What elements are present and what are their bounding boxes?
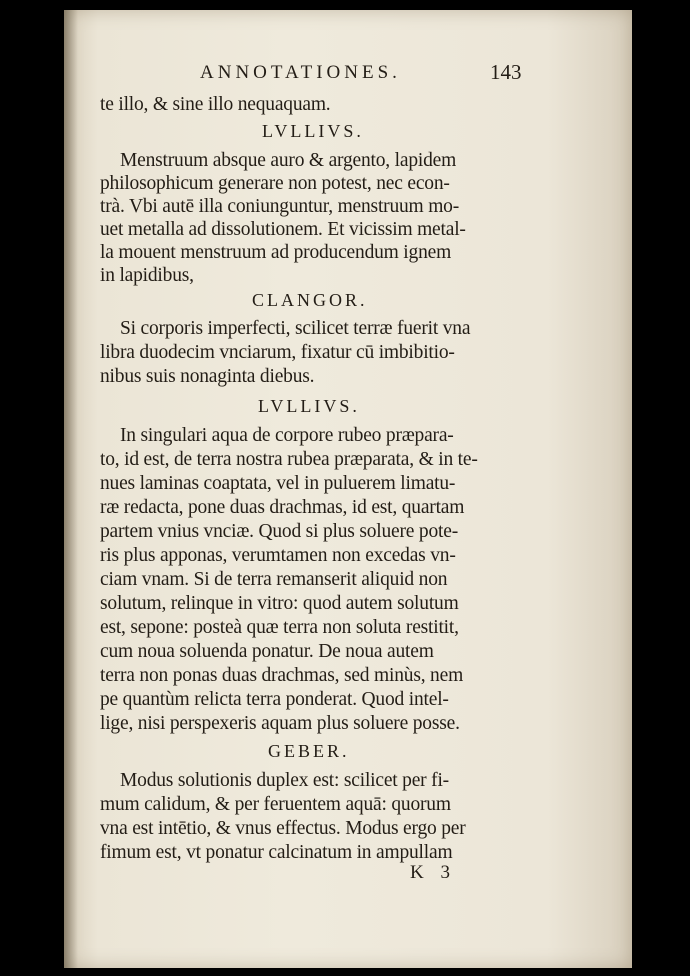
section-heading: LVLLIVS.	[258, 396, 360, 416]
text-line: la mouent menstruum ad producendum ignem	[100, 242, 452, 263]
text-line: philosophicum generare non potest, nec econ-	[100, 173, 450, 194]
text-line: lige, nisi perspexeris aquam plus soluere posse.	[100, 713, 460, 734]
text-line: ris plus apponas, verumtamen non excedas vn-	[100, 545, 456, 566]
text-line: nibus suis nonaginta diebus.	[100, 366, 315, 387]
text-line: Si corporis imperfecti, scilicet terræ fuerit vna	[120, 318, 471, 339]
text-line: terra non ponas duas drachmas, sed minùs, nem	[100, 665, 464, 686]
section-heading: CLANGOR.	[252, 290, 368, 310]
text-line: ræ redacta, pone duas drachmas, id est, quartam	[100, 497, 465, 518]
text-line: uet metalla ad dissolutionem. Et vicissim metal-	[100, 219, 466, 240]
text-line: fimum est, vt ponatur calcinatum in ampullam	[100, 842, 453, 863]
text-line: ciam vnam. Si de terra remanserit aliquid non	[100, 569, 448, 590]
section-heading: LVLLIVS.	[262, 121, 364, 141]
text-line: trà. Vbi autē illa coniunguntur, menstruum mo-	[100, 196, 460, 217]
text-line: nues laminas coaptata, vel in puluerem limatu-	[100, 473, 456, 494]
text-line: In singulari aqua de corpore rubeo præpara-	[120, 425, 454, 446]
text-line: partem vnius vnciæ. Quod si plus soluere pote-	[100, 521, 458, 542]
text-line: cum noua soluenda ponatur. De noua autem	[100, 641, 434, 662]
page-number: 143	[490, 60, 522, 84]
text-line: pe quantùm relicta terra ponderat. Quod intel-	[100, 689, 449, 710]
text-line: mum calidum, & per feruentem aquā: quorum	[100, 794, 451, 815]
running-title: ANNOTATIONES.	[200, 62, 401, 83]
text-line: te illo, & sine illo nequaquam.	[100, 94, 331, 115]
text-line: est, sepone: posteà quæ terra non soluta restitit,	[100, 617, 459, 638]
text-line: Menstruum absque auro & argento, lapidem	[120, 150, 457, 171]
text-line: in lapidibus,	[100, 265, 194, 286]
text-line: Modus solutionis duplex est: scilicet per fi-	[120, 770, 449, 791]
text-line: libra duodecim vnciarum, fixatur cū imbibitio-	[100, 342, 455, 363]
text-line: vna est intētio, & vnus effectus. Modus ergo per	[100, 818, 466, 839]
section-heading: GEBER.	[268, 741, 350, 761]
text-line: solutum, relinque in vitro: quod autem solutum	[100, 593, 459, 614]
text-line: to, id est, de terra nostra rubea præparata, & in te-	[100, 449, 478, 470]
signature-mark: K 3	[410, 862, 456, 883]
